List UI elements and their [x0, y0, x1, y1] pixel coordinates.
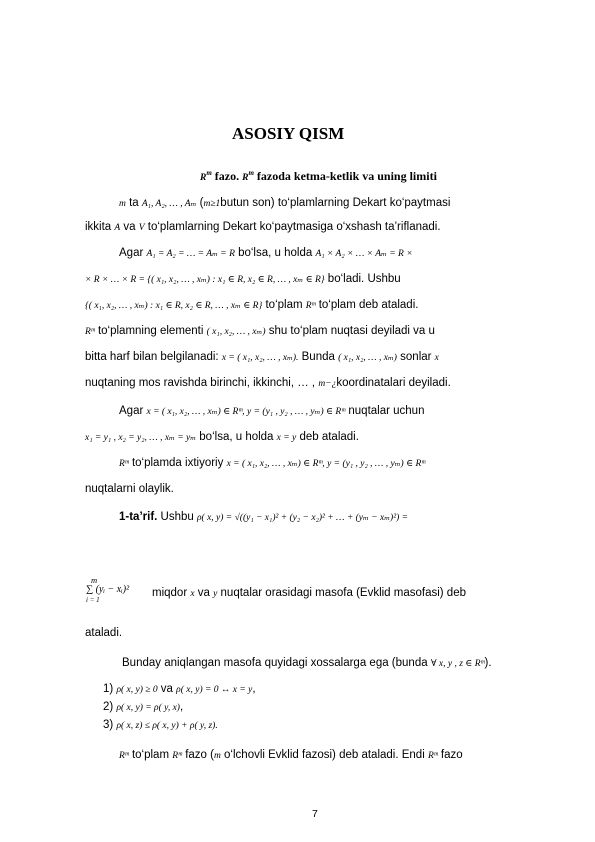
math-point: x = ( x₁, x₂, … , xₘ).: [221, 353, 299, 363]
item-number: 1): [103, 683, 114, 695]
sum-lower-limit: i = 1: [86, 596, 100, 604]
text: nuqtaning mos ravishda birinchi, ikkinchi, … ,: [85, 377, 319, 389]
definition-line-2: [152, 586, 466, 601]
property-item: [103, 700, 183, 715]
paragraph-2-line-3: [85, 298, 418, 313]
text: shu to‘plam nuqtasi deyiladi va u: [265, 325, 435, 337]
subtitle-sup1: m: [206, 169, 212, 177]
text: (: [196, 197, 204, 209]
math-expr: ρ( x, y) = ρ( y, x): [116, 703, 180, 713]
text: Agar: [119, 247, 147, 259]
paragraph-3-line-1: [85, 324, 435, 339]
text: deb ataladi.: [296, 431, 359, 443]
page-title: ASOSIY QISM: [232, 124, 345, 143]
subtitle-text1: fazo.: [211, 169, 243, 183]
math-points: x = ( x₁, x₂, … , xₘ) ∈ Rᵐ, y = (y₁ , y₂ , … , yₘ) ∈ Rᵐ: [146, 407, 346, 417]
text: bo‘ladi. Ushbu: [324, 273, 401, 285]
text: nuqtalar orasidagi masofa (Evklid masofasi) deb: [217, 587, 466, 599]
paragraph-5-line-2: nuqtalarni olaylik.: [85, 483, 174, 495]
math-m-condition: m≥1: [203, 199, 221, 209]
text: va: [120, 221, 139, 233]
text: ,: [179, 701, 184, 713]
text: to‘plam: [262, 299, 306, 311]
text: o‘lchovli Evklid fazosi) deb ataladi. Endi: [220, 749, 428, 761]
math-m: m: [213, 751, 221, 761]
text: va: [157, 683, 177, 695]
paragraph-4-line-1: [119, 404, 424, 419]
math-points: x = ( x₁, x₂, … , xₘ) ∈ Rᵐ, y = (y₁ , y₂ , … , yₘ) ∈ Rᵐ: [226, 459, 426, 469]
math-expr: ρ( x, y) ≥ 0: [116, 685, 158, 695]
item-number: 3): [103, 719, 114, 731]
math-rm: Rᵐ: [305, 301, 316, 311]
math-m-minus: m−¿: [318, 379, 337, 389]
subtitle-sym2: R: [242, 173, 249, 183]
paragraph-7-line-1: [119, 748, 463, 763]
text: ).: [484, 657, 492, 669]
text: ta: [125, 197, 142, 209]
math-rm: Rᵐ: [85, 327, 95, 337]
text: sonlar: [396, 351, 435, 363]
text: to‘plam: [128, 749, 173, 761]
math-tuple: ( x₁, x₂, … , xₘ): [206, 327, 266, 337]
text: fazo: [437, 749, 463, 761]
math-set-definition: {( x₁, x₂, … , xₘ) : x₁ ∈ R, x₂ ∈ R, … , xₘ ∈ R}: [85, 301, 263, 311]
math-sets: A₁, A₂, … , Aₘ: [141, 199, 197, 209]
math-a: A: [114, 223, 121, 233]
math-rm: Rᵐ: [119, 459, 129, 469]
math-rm: Rᵐ: [427, 751, 438, 761]
definition-line-3: ataladi.: [85, 627, 123, 639]
property-item: [103, 682, 256, 697]
text: ,: [252, 683, 256, 695]
math-x-eq-y: x = y: [276, 433, 297, 443]
math-expr: ρ( x, z) ≤ ρ( x, y) + ρ( y, z).: [116, 721, 218, 731]
item-number: 2): [103, 701, 114, 713]
math-set-definition: × R × … × R = {( x₁, x₂, … , xₘ) : x₁ ∈ R, x₂ ∈ R, … , xₘ ∈ R}: [85, 275, 325, 285]
subtitle-sym1: R: [200, 173, 207, 183]
subtitle-sup2: m: [248, 169, 254, 177]
text: Bunda: [298, 351, 339, 363]
paragraph-1-line-1: [119, 196, 450, 211]
subtitle-text2: fazoda ketma-ketlik va uning limiti: [253, 169, 437, 183]
sum-expression: [86, 575, 129, 605]
math-v: V: [138, 223, 145, 233]
text: nuqtalar uchun: [345, 405, 425, 417]
text: to‘plamning elementi: [94, 325, 207, 337]
math-rm: Rᵐ: [172, 751, 182, 761]
text: bo‘lsa, u holda: [196, 431, 277, 443]
math-y: y: [213, 589, 218, 599]
paragraph-3-line-3: [85, 376, 451, 391]
math-equality: A₁ = A₂ = … = Aₘ = R: [146, 249, 235, 259]
math-x: x: [434, 353, 439, 363]
text: bitta harf bilan belgilanadi:: [85, 351, 222, 363]
properties-intro: [122, 656, 492, 671]
math-coord-equal: x₁ = y₁ , x₂ = y₂, … , xₘ = yₘ: [85, 433, 197, 443]
paragraph-4-line-2: [85, 430, 359, 445]
paragraph-3-line-2: [85, 350, 439, 365]
text: va: [194, 587, 214, 599]
definition-label: 1-ta’rif.: [119, 511, 158, 523]
paragraph-1-line-2: [85, 220, 441, 235]
sum-upper-limit: m: [91, 575, 98, 585]
text: to‘plamlarning Dekart ko‘paytmasiga o‘xshash ta’riflanadi.: [144, 221, 441, 233]
math-x: x: [190, 589, 195, 599]
text: butun son) to‘plamlarning Dekart ko‘paytmasi: [220, 197, 451, 209]
text: fazo (: [182, 749, 214, 761]
paragraph-2-line-2: [85, 272, 401, 287]
text: bo‘lsa, u holda: [234, 247, 316, 259]
text: Agar: [119, 405, 147, 417]
math-rm: Rᵐ: [119, 751, 129, 761]
section-subtitle: [200, 166, 437, 185]
math-distance-formula: ρ( x, y) = √((y₁ − x₁)² + (y₂ − x₂)² + … + (yₘ − xₘ)²) =: [196, 513, 409, 523]
math-tuple: ( x₁, x₂, … , xₘ): [338, 353, 397, 363]
text: miqdor: [152, 587, 191, 599]
text: Bunday aniqlangan masofa quyidagi xossalarga ega (bunda: [122, 657, 431, 669]
text: ikkita: [85, 221, 115, 233]
math-expr: ρ( x, y) = 0 ↔ x = y: [176, 685, 253, 695]
text: koordinatalari deyiladi.: [336, 377, 451, 389]
text: to‘plamda ixtiyoriy: [128, 457, 227, 469]
math-quantifier: ∀ x, y , z ∈ Rᵐ: [430, 659, 485, 669]
property-item: [103, 718, 218, 733]
text: to‘plam deb ataladi.: [315, 299, 419, 311]
page-number: 7: [312, 808, 318, 820]
paragraph-2-line-1: [119, 246, 413, 261]
paragraph-5-line-1: [119, 456, 425, 471]
sum-body: ∑ (yᵢ − xᵢ)²: [86, 584, 130, 595]
math-m: m: [119, 199, 126, 209]
text: Ushbu: [157, 511, 197, 523]
math-product: A₁ × A₂ × … × Aₘ = R ×: [315, 249, 413, 259]
definition-line-1: [119, 510, 408, 525]
